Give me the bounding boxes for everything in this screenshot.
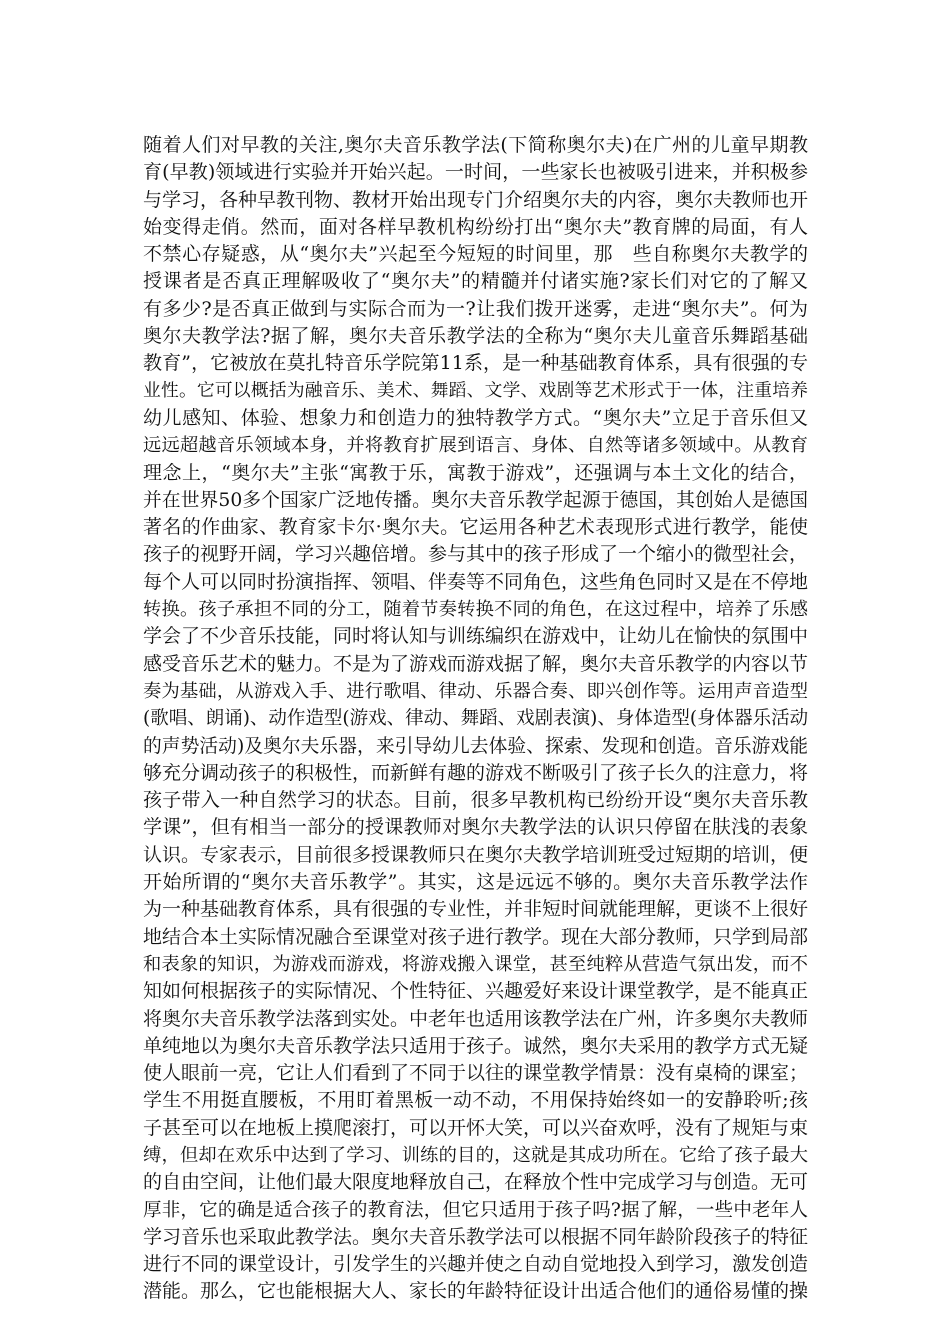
text-line: 和表象的知识，为游戏而游戏，将游戏搬入课堂，甚至纯粹从营造气氛出发，而不 [143,953,808,975]
text-line: 学生不用挺直腰板，不用盯着黑板一动不动，不用保持始终如一的安静聆听;孩 [143,1089,808,1112]
text-line: 远远超越音乐领域本身，并将教育扩展到语言、身体、自然等诸多领域中。从教育 [143,435,808,457]
text-line: 的声势活动)及奥尔夫乐器，来引导幼儿去体验、探索、发现和创造。音乐游戏能 [143,735,808,757]
text-line: 授课者是否真正理解吸收了“奥尔夫”的精髓并付诸实施?家长们对它的了解又 [143,270,808,293]
text-line: 使人眼前一亮，它让人们看到了不同于以往的课堂教学情景：没有桌椅的课室； [143,1062,809,1085]
text-line: 著名的作曲家、教育家卡尔·奥尔夫。它运用各种艺术表现形式进行教学，能使 [143,516,808,539]
text-line: 进行不同的课堂设计，引发学生的兴趣并使之自动自觉地投入到学习，激发创造 [143,1253,809,1276]
text-line: 感受音乐艺术的魅力。不是为了游戏而游戏据了解，奥尔夫音乐教学的内容以节 [143,652,809,675]
text-line: 与学习，各种早教刊物、教材开始出现专门介绍奥尔夫的内容，奥尔夫教师也开 [143,188,809,211]
text-line: 学习音乐也采取此教学法。奥尔夫音乐教学法可以根据不同年龄阶段孩子的特征 [143,1225,809,1248]
text-line: (歌唱、朗诵)、动作造型(游戏、律动、舞蹈、戏剧表演)、身体造型(身体器乐活动 [143,708,809,730]
text-line: 地结合本土实际情况融合至课堂对孩子进行教学。现在大部分教师，只学到局部 [143,925,809,948]
text-line: 孩子带入一种自然学习的状态。目前，很多早教机构已纷纷开设“奥尔夫音乐教 [143,789,808,812]
text-line: 育(早教)领域进行实验并开始兴起。一时间，一些家长也被吸引进来，并积极参 [143,161,808,184]
text-line: 开始所谓的“奥尔夫音乐教学”。其实，这是远远不够的。奥尔夫音乐教学法作 [143,871,808,894]
text-line: 缚，但却在欢乐中达到了学习、训练的目的，这就是其成功所在。它给了孩子最大 [143,1144,808,1166]
text-line: 教育”，它被放在莫扎特音乐学院第11系，是一种基础教育体系，具有很强的专 [143,352,808,375]
text-line: 厚非，它的确是适合孩子的教育法，但它只适用于孩子吗?据了解，一些中老年人 [143,1199,808,1221]
text-line: 知如何根据孩子的实际情况、个性特征、兴趣爱好来设计课堂教学，是不能真正 [143,980,809,1003]
text-line: 不禁心存疑惑，从“奥尔夫”兴起至今短短的时间里，那 些自称奥尔夫教学的 [143,243,808,266]
text-line: 转换。孩子承担不同的分工，随着节奏转换不同的角色，在这过程中，培养了乐感 [143,599,808,621]
text-line: 随着人们对早教的关注,奥尔夫音乐教学法(下简称奥尔夫)在广州的儿童早期教 [143,134,808,156]
text-line: 理念上，“奥尔夫”主张“寓教于乐，寓教于游戏”，还强调与本土文化的结合， [143,461,808,484]
text-line: 为一种基础教育体系，具有很强的专业性，并非短时间就能理解，更谈不上很好 [143,898,809,921]
text-line: 业性。它可以概括为融音乐、美术、舞蹈、文学、戏剧等艺术形式于一体，注重培养 [143,380,808,401]
text-line: 学课”，但有相当一部分的授课教师对奥尔夫教学法的认识只停留在肤浅的表象 [143,816,808,839]
text-line: 有多少?是否真正做到与实际合而为一?让我们拨开迷雾，走进“奥尔夫”。何为 [143,297,808,320]
text-line: 认识。专家表示，目前很多授课教师只在奥尔夫教学培训班受过短期的培训，便 [143,843,809,866]
text-line: 孩子的视野开阔，学习兴趣倍增。参与其中的孩子形成了一个缩小的微型社会， [143,543,809,566]
text-line: 奥尔夫教学法?据了解，奥尔夫音乐教学法的全称为“奥尔夫儿童音乐舞蹈基础 [143,325,808,348]
text-line: 每个人可以同时扮演指挥、领唱、伴奏等不同角色，这些角色同时又是在不停地 [143,570,809,593]
text-line: 子甚至可以在地板上摸爬滚打，可以开怀大笑，可以兴奋欢呼，没有了规矩与束 [143,1116,809,1139]
article-body [143,132,808,1306]
text-line: 潜能。那么，它也能根据大人、家长的年龄特征设计出适合他们的通俗易懂的操 [143,1280,809,1303]
text-line: 单纯地以为奥尔夫音乐教学法只适用于孩子。诚然，奥尔夫采用的教学方式无疑 [143,1034,809,1057]
text-line: 奏为基础，从游戏入手、进行歌唱、律动、乐器合奏、即兴创作等。运用声音造型 [143,680,808,702]
text-line: 幼儿感知、体验、想象力和创造力的独特教学方式。“奥尔夫”立足于音乐但又 [143,406,808,429]
text-line: 学会了不少音乐技能，同时将认知与训练编织在游戏中，让幼儿在愉快的氛围中 [143,625,809,648]
text-line: 并在世界50多个国家广泛地传播。奥尔夫音乐教学起源于德国，其创始人是德国 [143,489,808,511]
text-line: 将奥尔夫音乐教学法落到实处。中老年也适用该教学法在广州，许多奥尔夫教师 [143,1007,809,1030]
text-line: 始变得走俏。然而，面对各样早教机构纷纷打出“奥尔夫”教育牌的局面，有人 [143,215,808,238]
text-line: 的自由空间，让他们最大限度地释放自己，在释放个性中完成学习与创造。无可 [143,1171,809,1194]
text-line: 够充分调动孩子的积极性，而新鲜有趣的游戏不断吸引了孩子长久的注意力，将 [143,761,809,784]
